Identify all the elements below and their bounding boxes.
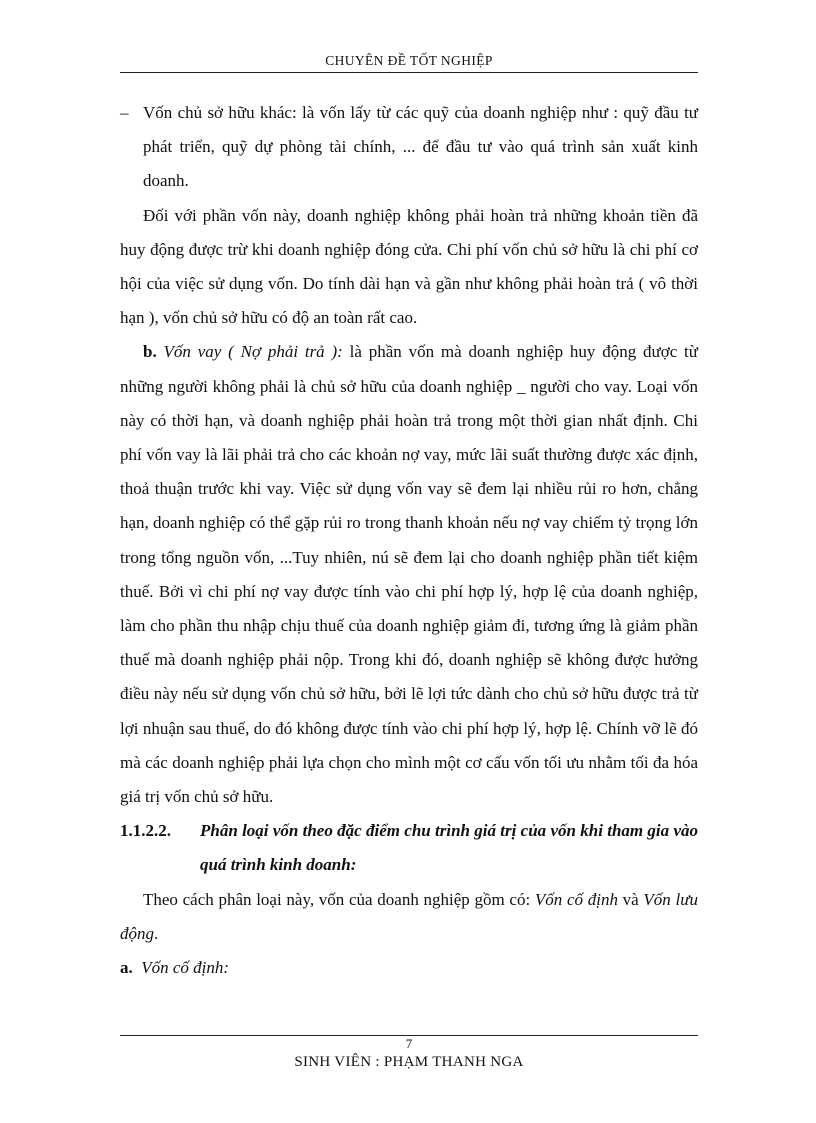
dash-mark: –	[120, 103, 129, 122]
document-body	[120, 96, 698, 985]
paragraph-equity: Đối với phần vốn này, doanh nghiệp không phải hoàn trả những khoản tiền đã huy động được trừ khi doanh nghiệp đóng cửa. Chi phí vốn chủ sở hữu là chi phí cơ hội của việc sử dụng vốn. Do tính dài hạn và gần như không phải hoàn trả ( vô thời hạn ), vốn chủ sở hữu có độ an toàn rất cao.	[120, 205, 698, 328]
page-footer: SINH VIÊN : PHẠM THANH NGA	[294, 1054, 524, 1070]
item-a-label: a.	[120, 958, 133, 978]
fixed-capital-term: Vốn cố định	[534, 889, 618, 909]
section-heading	[120, 814, 698, 882]
paragraph-debt	[120, 335, 698, 814]
classification-text: Theo cách phân loại này, vốn của doanh nghiệp gồm có:	[143, 889, 535, 909]
page-number: 7	[405, 1036, 413, 1051]
working-capital-term: Vốn lưu động	[120, 889, 699, 943]
item-b-text: là phần vốn mà doanh nghiệp huy động được từ những người không phải là chủ sở hữu của doanh nghiệp _ người cho vay. Loại vốn này có thời hạn, và doanh nghiệp phải hoàn trả trong một thời gian nhất định. Chi phí vốn vay là lãi phải trả cho các khoản nợ vay, mức lãi suất thường được xác định, thoả thuận trước khi vay. Việc sử dụng vốn vay sẽ đem lại nhiều rủi ro hơn, chẳng hạn, doanh nghiệp có thể gặp rủi ro trong thanh khoản nếu nợ vay chiếm tỷ trọng lớn trong tổng nguồn vốn, ...Tuy nhiên, nú sẽ đem lại cho doanh nghiệp phần tiết kiệm thuế. Bởi vì chi phí nợ vay được tính vào chi phí hợp lý, hợp lệ của doanh nghiệp, làm cho phần thu nhập chịu thuế của doanh nghiệp giảm đi, tương ứng là giảm phần thuế mà doanh nghiệp phải nộp. Trong khi đó, doanh nghiệp sẽ không được hưởng điều này nếu sử dụng vốn chủ sở hữu, bởi lẽ lợi tức dành cho chủ sở hữu được trả từ lợi nhuận sau thuế, do đó không được tính vào chi phí hợp lý, hợp lệ. Chính vỡ lẽ đó mà các doanh nghiệp phải lựa chọn cho mình một cơ cấu vốn tối ưu nhằm tối đa hóa giá trị vốn chủ sở hữu.	[120, 342, 698, 807]
bullet-item	[120, 96, 698, 199]
period: .	[154, 923, 159, 943]
item-a	[120, 951, 698, 985]
page-header: CHUYÊN ĐỀ TỐT NGHIỆP	[325, 53, 493, 68]
bullet-text: Vốn chủ sở hữu khác: là vốn lấy từ các quỹ của doanh nghiệp như : quỹ đầu tư phát triển, quỹ dự phòng tài chính, ... để đầu tư vào quá trình sản xuất kinh doanh.	[143, 103, 698, 191]
item-a-title: Vốn cố định:	[141, 958, 230, 978]
conjunction: và	[617, 889, 644, 909]
paragraph-classification	[120, 883, 698, 951]
item-b-term: Vốn vay ( Nợ phải trả ):	[163, 342, 343, 362]
header-rule	[120, 72, 698, 73]
section-title: Phân loại vốn theo đặc điểm chu trình giá trị của vốn khi tham gia vào quá trình kinh doanh:	[200, 821, 698, 875]
section-number: 1.1.2.2.	[120, 821, 171, 841]
item-b-label: b.	[143, 342, 157, 362]
